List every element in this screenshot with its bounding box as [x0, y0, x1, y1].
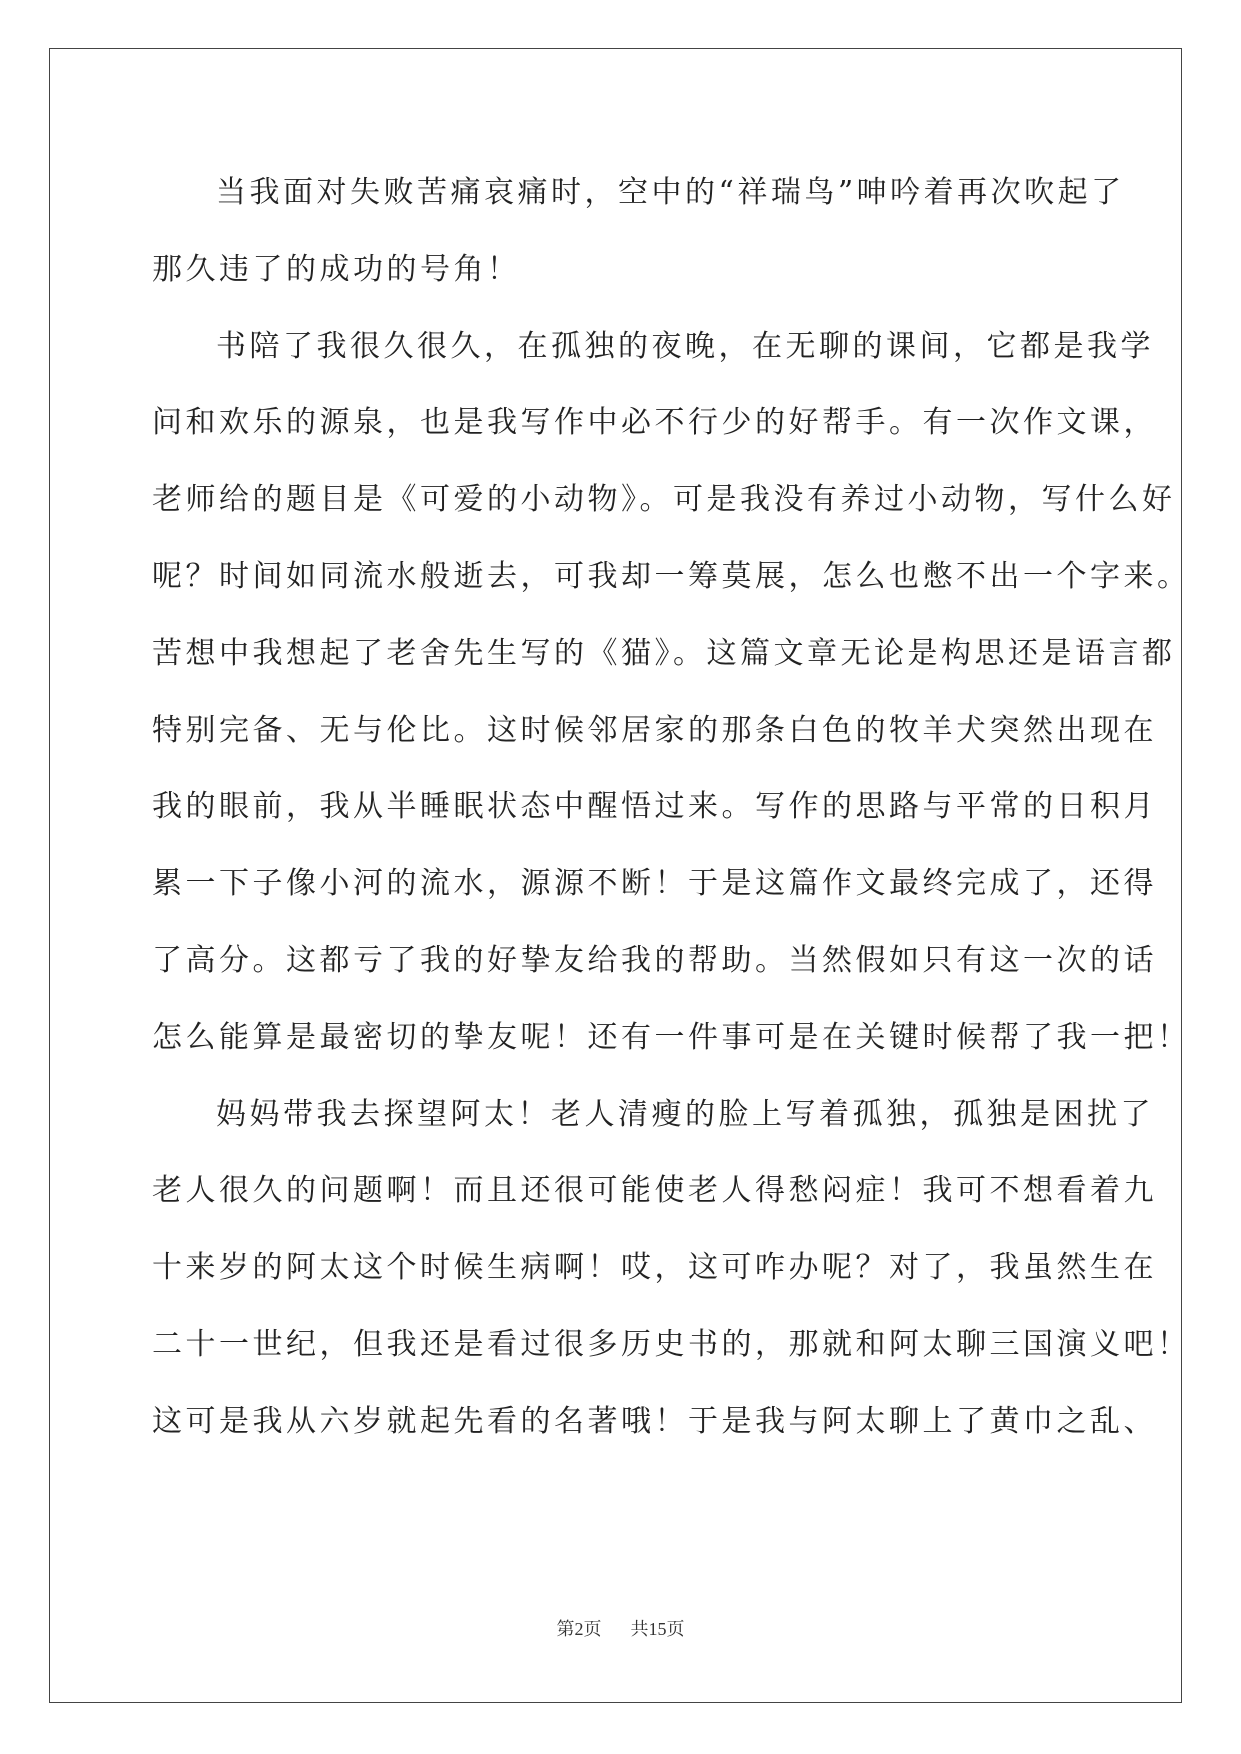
text-line: 问和欢乐的源泉，也是我写作中必不行少的好帮手。有一次作文课， — [152, 405, 1157, 441]
text-line: 老人很久的问题啊！而且还很可能使老人得愁闷症！我可不想看着九 — [152, 1173, 1157, 1209]
page-number: 第2页 — [556, 1619, 602, 1639]
page-total: 共15页 — [630, 1619, 685, 1639]
text-line: 书陪了我很久很久，在孤独的夜晚，在无聊的课间，它都是我学 — [216, 328, 1154, 364]
text-line: 了高分。这都亏了我的好挚友给我的帮助。当然假如只有这一次的话 — [152, 942, 1157, 978]
text-line: 妈妈带我去探望阿太！老人清瘦的脸上写着孤独，孤独是困扰了 — [216, 1096, 1154, 1132]
text-line: 老师给的题目是《可爱的小动物》。可是我没有养过小动物，写什么好 — [152, 482, 1176, 518]
text-line: 我的眼前，我从半睡眠状态中醒悟过来。写作的思路与平常的日积月 — [152, 789, 1157, 825]
page-footer — [0, 1615, 1241, 1641]
text-line: 特别完备、无与伦比。这时候邻居家的那条白色的牧羊犬突然出现在 — [152, 712, 1157, 748]
text-line: 当我面对失败苦痛哀痛时，空中的“祥瑞鸟”呻吟着再次吹起了 — [216, 175, 1125, 210]
text-line: 苦想中我想起了老舍先生写的《猫》。这篇文章无论是构思还是语言都 — [152, 635, 1176, 671]
text-line: 累一下子像小河的流水，源源不断！于是这篇作文最终完成了，还得 — [152, 866, 1157, 902]
text-line: 怎么能算是最密切的挚友呢！还有一件事可是在关键时候帮了我一把！ — [152, 1019, 1191, 1055]
text-line: 这可是我从六岁就起先看的名著哦！于是我与阿太聊上了黄巾之乱、 — [152, 1403, 1157, 1439]
text-line: 二十一世纪，但我还是看过很多历史书的，那就和阿太聊三国演义吧！ — [152, 1326, 1191, 1362]
text-line: 十来岁的阿太这个时候生病啊！哎，这可咋办呢？对了，我虽然生在 — [152, 1250, 1157, 1286]
document-body — [152, 155, 1191, 1461]
text-line: 那久违了的成功的号角！ — [152, 251, 521, 287]
text-line: 呢？时间如同流水般逝去，可我却一筹莫展，怎么也憋不出一个字来。 — [152, 558, 1191, 594]
